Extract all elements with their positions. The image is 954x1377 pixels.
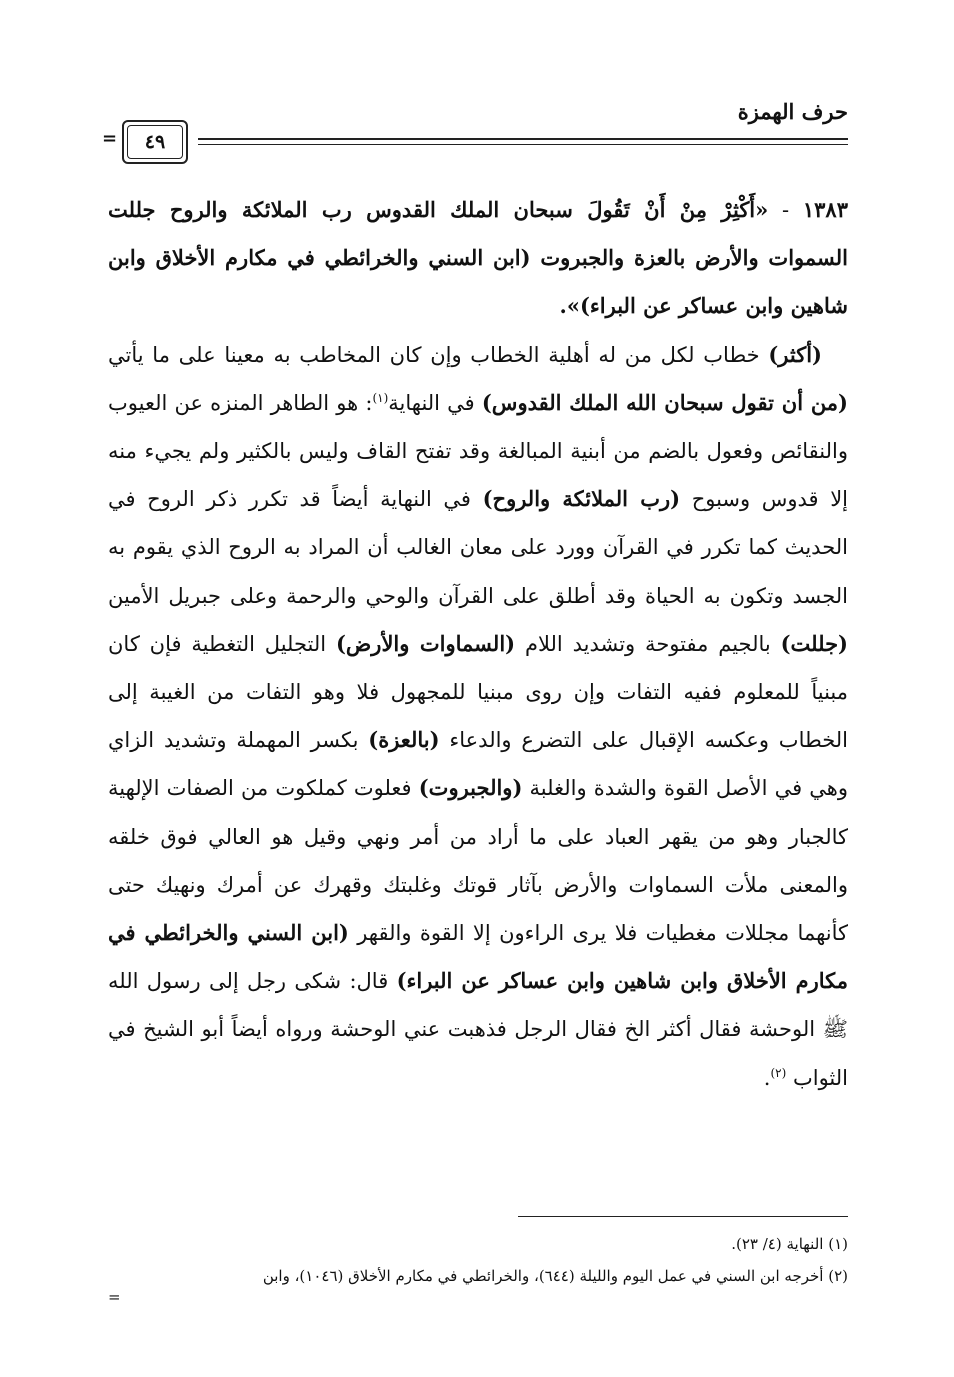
commentary-text: في النهاية أيضاً قد تكرر ذكر الروح في الحديث كما تكرر في القرآن وورد على معان الغالب أن المراد به الروح الذي يقوم به الجسد وتكون به الحياة وقد أطلق على القرآن والوحي والرحمة وعلى جبريل الأمين [108, 487, 848, 608]
hadith-open-quote: « [755, 197, 769, 222]
term-jabarut: (والجبروت) [418, 775, 523, 801]
header-continuation-mark: = [102, 128, 118, 149]
hadith-dash: - [782, 198, 790, 222]
running-head: حرف الهمزة [737, 99, 848, 124]
commentary-text: خطاب لكل من له أهلية الخطاب وإن كان المخاطب به معينا على ما يأتي [108, 342, 769, 367]
term-jallalat: (جللت) [780, 630, 848, 656]
footnote-ref-2: (٢) [770, 1065, 787, 1080]
footnotes [108, 1228, 848, 1292]
header-rule-secondary [198, 144, 848, 145]
hadith-text: أَكْثِرْ مِنْ أَنْ تَقُولَ سبحان الملك القدوس رب الملائكة والروح جللت السموات والأرض بالعزة والجبروت (ابن السني والخرائطي في مكارم الأخلاق وابن شاهين وابن عساكر عن البراء)». [108, 197, 848, 319]
term-samawat: (السماوات والأرض) [335, 630, 516, 656]
term-rabb: (رب الملائكة والروح) [482, 486, 681, 512]
commentary-paragraph [108, 331, 848, 1102]
header-rule [198, 138, 848, 140]
footnote-ref-1: (١) [372, 390, 389, 405]
term-subhan: (من أن تقول سبحان الله الملك القدوس) [481, 389, 848, 415]
commentary-text: التجليل التغطية فإن كان مبنياً للمعلوم ففيه التفات وإن روى مبنيا للمجهول فلا وهو التفات من الغيبة إلى الخطاب وعكسه الإقبال على التضرع والدعاء [108, 631, 848, 753]
term-akthir: (أكثر) [768, 341, 822, 367]
term-izza: (بالعزة) [368, 727, 440, 753]
commentary-text: بكسر المهملة وتشديد الزاي وهي في الأصل القوة والشدة والغلبة [108, 728, 848, 801]
hadith-number: ١٣٨٣ [802, 197, 848, 222]
commentary-text: : هو الطاهر المنزه عن العيوب والنقائص وفعول بالضم من أبنية المبالغة وقد تفتح القاف وليس بالكثير ولم يجيء منه إلا قدوس وسبوح [108, 390, 849, 512]
page-number-box [122, 120, 188, 164]
commentary-text: قال: شكى رجل إلى رسول الله ﷺ الوحشة فقال أكثر الخ فقال الرجل فذهبت عني الوحشة ورواه أيضاً أبو الشيخ في الثواب [108, 969, 848, 1090]
body-text [108, 186, 848, 1102]
hadith-paragraph [108, 186, 848, 331]
commentary-text: . [763, 1065, 771, 1090]
footnote-continuation-mark: = [108, 1288, 121, 1306]
commentary-text: فعلوت كملكوت من الصفات الإلهية كالجبار وهو من يقهر العباد على ما أراد من أمر ونهي وقيل هو العالي فوق خلقه والمعنى ملأت السماوات والأرض بآثار قوتك وغلبتك وقهرك عن أمرك ونهيك حتى كأنهما مجللات مغطيات فلا يرى الراءون إلا القوة والقهر [108, 776, 849, 946]
footnote-1: (١) النهاية (٤/ ٢٣). [731, 1235, 848, 1253]
term-sources: (ابن السني والخرائطي في مكارم الأخلاق وابن شاهين وابن عساكر عن البراء) [108, 920, 848, 994]
commentary-text: بالجيم مفتوحة وتشديد اللام [515, 631, 781, 656]
footnote-2: (٢) أخرجه ابن السني في عمل اليوم والليلة (٦٤٤)، والخرائطي في مكارم الأخلاق (١٠٤٦)، وابن [262, 1267, 848, 1285]
footnote-rule [518, 1216, 848, 1217]
page-number: ٤٩ [144, 131, 166, 153]
commentary-text: في النهاية [388, 390, 482, 415]
